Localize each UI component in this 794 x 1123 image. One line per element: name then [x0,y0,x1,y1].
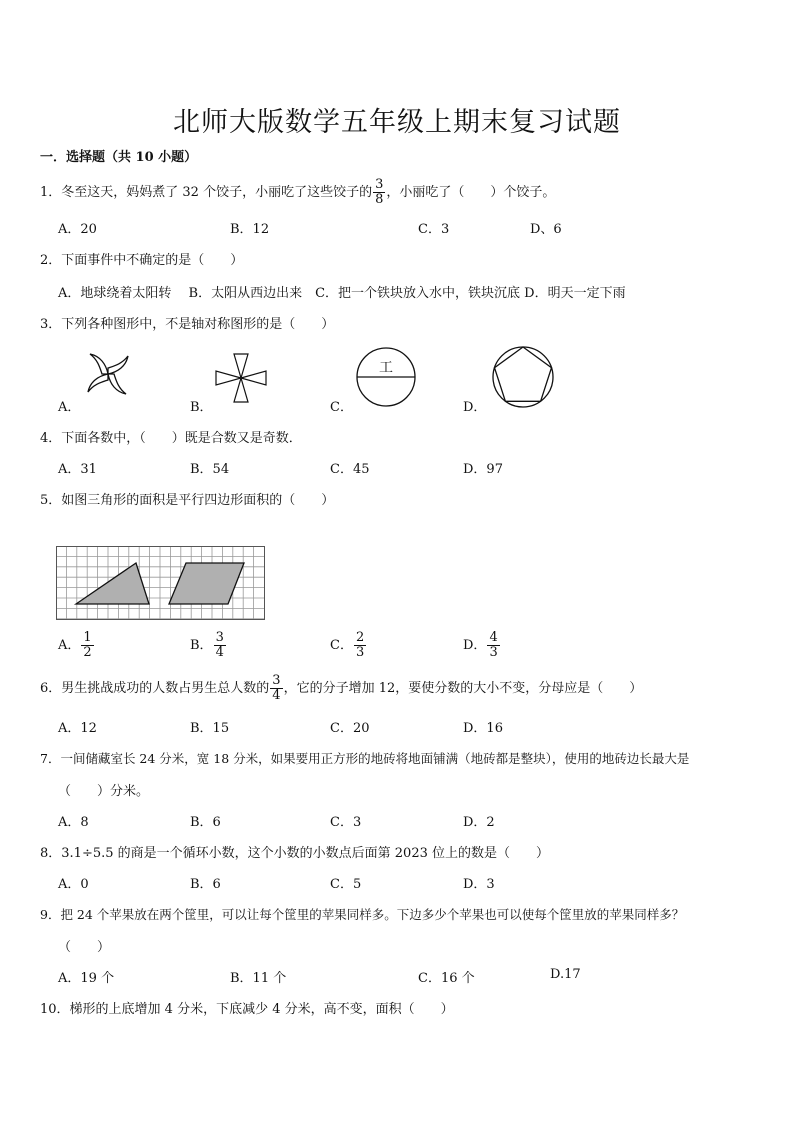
q4-option-c[interactable]: C．45 [330,462,370,477]
section-heading: 一．选择题（共 10 小题） [40,150,198,165]
question-3: 3．下列各种图形中，不是轴对称图形的是（ ） [40,317,335,332]
q7-option-d[interactable]: D．2 [463,815,495,830]
q8-option-b[interactable]: B．6 [190,877,221,892]
question-5: 5．如图三角形的面积是平行四边形面积的（ ） [40,493,335,508]
q1-option-c[interactable]: C．3 [418,222,450,237]
q5-option-a[interactable]: A． $\frac{1}{2}$ [58,630,92,660]
q2-options[interactable]: A．地球绕着太阳转 B．太阳从西边出来 C．把一个铁块放入水中，铁块沉底 D．明天一定下雨 [58,286,626,301]
q4-option-b[interactable]: B．54 [190,462,230,477]
q7-option-b[interactable]: B．6 [190,815,221,830]
bowtie-shape-icon [214,352,268,404]
fraction: $\frac{3}{8}$ [375,177,384,207]
q7-option-a[interactable]: A．8 [58,815,89,830]
pentagon-in-circle-icon [490,344,556,410]
question-9: 9．把 24 个苹果放在两个筐里，可以让每个筐里的苹果同样多。下边多少个苹果也可以使每个筐里放的苹果同样多？ [40,907,685,922]
question-2: 2．下面事件中不确定的是（ ） [40,253,244,268]
q1-option-a[interactable]: A．20 [58,222,97,237]
q3-option-a[interactable]: A． [58,400,81,415]
grid-figure [56,546,266,620]
q3-option-c[interactable]: C． [330,400,353,415]
question-9-cont: （ ） [58,940,111,955]
fraction: $\frac{3}{4}$ [272,673,281,703]
q8-option-c[interactable]: C．5 [330,877,362,892]
question-6: 6．男生挑战成功的人数占男生总人数的 $\frac{3}{4}$ ，它的分子增加 12，要使分数的大小不变，分母应是（ ） [40,673,643,703]
question-7-cont: （ ）分米。 [58,784,150,799]
question-4: 4．下面各数中，（ ）既是合数又是奇数． [40,431,302,446]
circle-character: 工 [379,360,393,376]
q6-option-c[interactable]: C．20 [330,721,370,736]
q8-option-d[interactable]: D．3 [463,877,495,892]
question-7: 7．一间储藏室长 24 分米，宽 18 分米，如果要用正方形的地砖将地面铺满（地砖都是整块），使用的地砖边长最大是 [40,751,690,766]
q9-option-c[interactable]: C．16 个 [418,971,475,986]
q6-option-a[interactable]: A．12 [58,721,97,736]
q4-option-a[interactable]: A．31 [58,462,97,477]
q4-option-d[interactable]: D．97 [463,462,503,477]
page-title: 北师大版数学五年级上期末复习试题 [173,107,621,138]
q9-option-b[interactable]: B．11 个 [230,971,287,986]
q9-option-a[interactable]: A．19 个 [58,971,115,986]
q1-option-b[interactable]: B．12 [230,222,270,237]
q5-option-b[interactable]: B． $\frac{3}{4}$ [190,630,224,660]
q3-option-b[interactable]: B． [190,400,213,415]
question-8: 8．3.1÷5.5 的商是一个循环小数，这个小数的小数点后面第 2023 位上的数是（ ） [40,846,549,861]
q5-option-c[interactable]: C． $\frac{2}{3}$ [330,630,365,660]
q6-option-d[interactable]: D．16 [463,721,503,736]
question-1: 1．冬至这天，妈妈煮了 32 个饺子，小丽吃了这些饺子的 $\frac{3}{8}$ ，小丽吃了（ ）个饺子。 [40,177,556,207]
q6-option-b[interactable]: B．15 [190,721,230,736]
swirl-shape-icon [80,346,136,402]
q5-option-d[interactable]: D． $\frac{4}{3}$ [463,630,498,660]
q8-option-a[interactable]: A．0 [58,877,89,892]
q7-option-c[interactable]: C．3 [330,815,362,830]
question-10: 10．梯形的上底增加 4 分米，下底减少 4 分米，高不变，面积（ ） [40,1002,454,1017]
q9-option-d[interactable]: D.17 [550,967,581,982]
circle-with-character-icon [355,346,417,408]
q1-option-d[interactable]: D、6 [530,222,562,237]
q3-option-d[interactable]: D． [463,400,487,415]
